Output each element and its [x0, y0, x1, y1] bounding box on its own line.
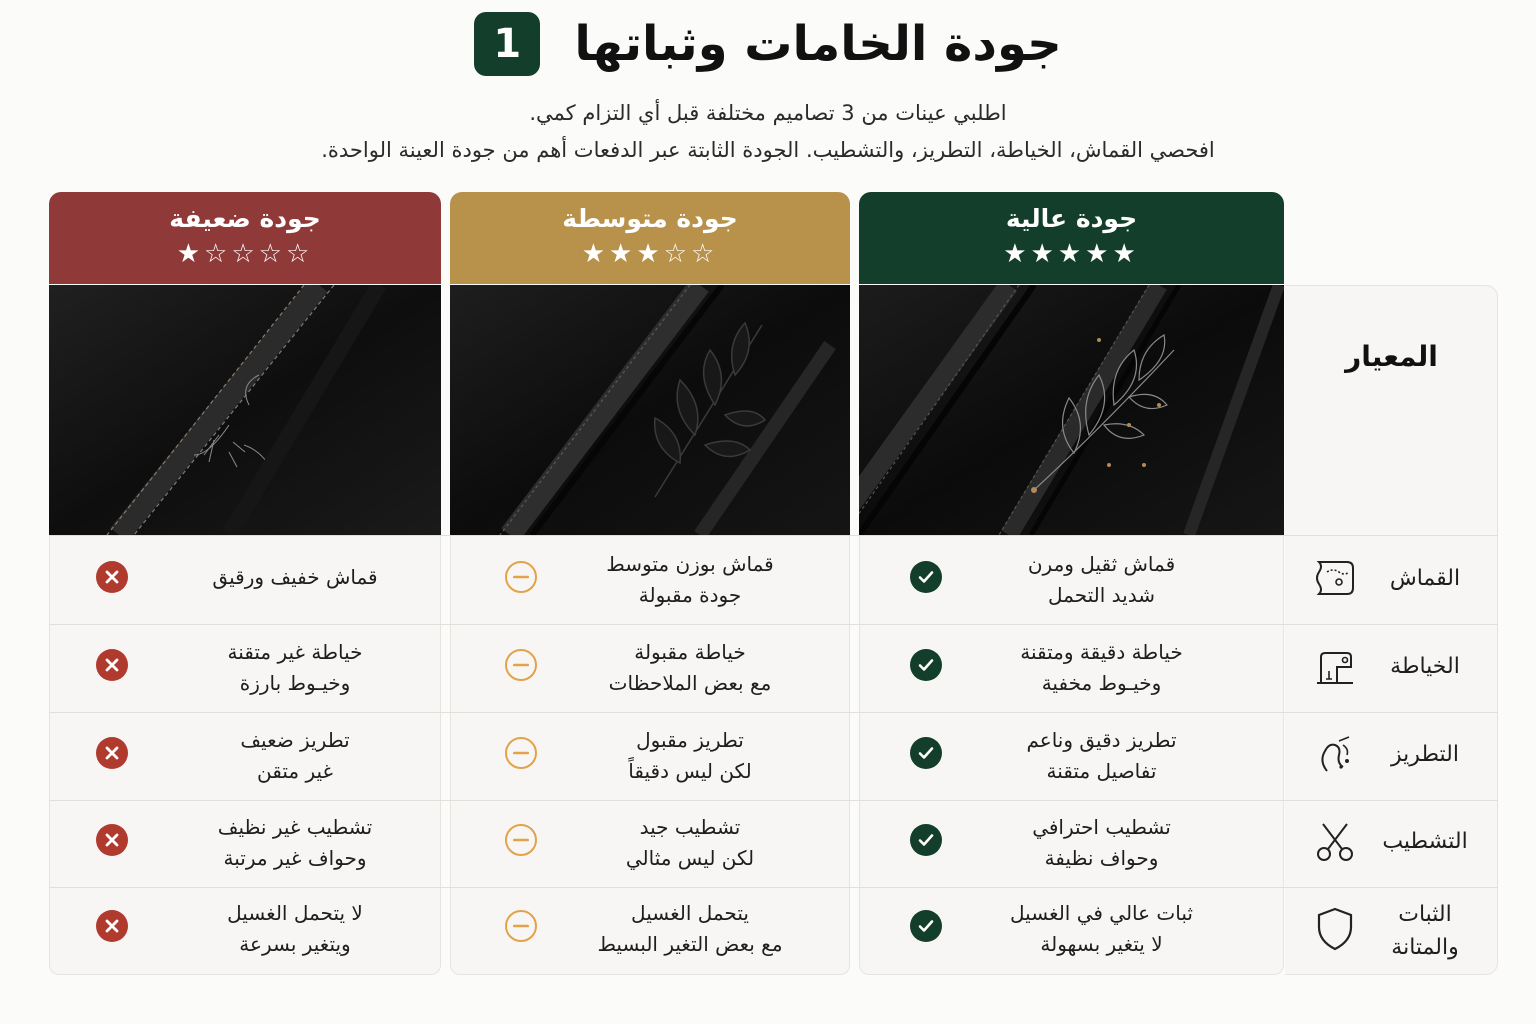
column-label-high: جودة عالية — [1005, 204, 1138, 233]
cell-line: تفاصيل متقنة — [1046, 759, 1157, 783]
cell-line: لكن ليس مثالي — [625, 846, 755, 870]
column-label-low: جودة ضعيفة — [169, 204, 321, 233]
cell-line: جودة مقبولة — [638, 583, 742, 607]
criterion-durability — [1370, 898, 1480, 964]
cell-line: خياطة دقيقة ومتقنة — [1020, 640, 1183, 664]
column-label-medium: جودة متوسطة — [562, 204, 738, 233]
cell-line: قماش ثقيل ومرن — [1027, 552, 1176, 576]
row-separator — [49, 887, 1498, 888]
cell-line: وحواف نظيفة — [1044, 846, 1159, 870]
column-header-medium — [450, 192, 850, 284]
neutral-icon — [505, 737, 537, 769]
section-number-badge: 1 — [474, 12, 540, 76]
cell-line: قماش خفيف ورقيق — [212, 565, 378, 589]
rating-stars-high: ★★★★★ — [1003, 239, 1140, 269]
check-icon — [910, 561, 942, 593]
row-separator — [49, 535, 1498, 536]
neutral-icon — [505, 910, 537, 942]
cell-line: خياطة غير متقنة — [227, 640, 363, 664]
cross-icon — [96, 910, 128, 942]
fabric-photo-high — [859, 285, 1284, 535]
criterion-line: الثبات — [1398, 902, 1452, 927]
cell-line: قماش بوزن متوسط — [606, 552, 774, 576]
neutral-icon — [505, 561, 537, 593]
cross-icon — [96, 824, 128, 856]
cell-low-row-1 — [140, 562, 450, 593]
title-row — [0, 12, 1536, 76]
column-header-high — [859, 192, 1284, 284]
rating-stars-low: ★☆☆☆☆ — [176, 239, 314, 269]
cell-line: لا يتغير بسهولة — [1040, 932, 1163, 956]
cell-line: تطريز ضعيف — [240, 728, 350, 752]
cell-medium-row-4 — [500, 812, 880, 874]
page-title: جودة الخامات وثباتها — [574, 16, 1062, 72]
cell-low-row-4 — [140, 812, 450, 874]
check-icon — [910, 649, 942, 681]
cell-line: ويتغير بسرعة — [239, 932, 351, 956]
cell-line: لا يتحمل الغسيل — [227, 901, 363, 925]
cross-icon — [96, 737, 128, 769]
cell-line: تطريز مقبول — [636, 728, 744, 752]
cell-line: خياطة مقبولة — [634, 640, 746, 664]
cell-low-row-2 — [140, 637, 450, 699]
row-separator — [49, 712, 1498, 713]
cell-medium-row-1 — [500, 549, 880, 611]
cell-medium-row-3 — [500, 725, 880, 787]
cell-line: مع بعض التغير البسيط — [597, 932, 783, 956]
cell-line: تشطيب غير نظيف — [217, 815, 373, 839]
fabric-photo-medium — [450, 285, 850, 535]
row-separator — [49, 624, 1498, 625]
cell-line: تطريز دقيق وناعم — [1026, 728, 1177, 752]
fabric-photo-low — [49, 285, 441, 535]
criterion-fabric: القماش — [1389, 566, 1461, 591]
row-separator — [49, 800, 1498, 801]
cross-icon — [96, 561, 128, 593]
cell-line: شديد التحمل — [1048, 583, 1155, 607]
cell-line: تشطيب احترافي — [1032, 815, 1171, 839]
criteria-header: المعيار — [1345, 340, 1438, 373]
cell-line: يتحمل الغسيل — [631, 901, 749, 925]
criterion-embroidery: التطريز — [1391, 742, 1459, 767]
neutral-icon — [505, 649, 537, 681]
cell-line: لكن ليس دقيقاً — [628, 759, 752, 783]
cell-line: وحواف غير مرتبة — [223, 846, 367, 870]
check-icon — [910, 737, 942, 769]
check-icon — [910, 824, 942, 856]
criterion-finishing: التشطيب — [1382, 829, 1468, 854]
criterion-line: والمتانة — [1391, 935, 1459, 960]
rating-stars-medium: ★★★☆☆ — [581, 239, 719, 269]
neutral-icon — [505, 824, 537, 856]
subtitle-line-1: اطلبي عينات من 3 تصاميم مختلفة قبل أي التزام كمي. — [529, 101, 1007, 125]
cell-line: وخيـوط بارزة — [239, 671, 351, 695]
check-icon — [910, 910, 942, 942]
cell-medium-row-2 — [500, 637, 880, 699]
cell-line: مع بعض الملاحظات — [608, 671, 772, 695]
cell-line: وخيـوط مخفية — [1041, 671, 1162, 695]
cell-low-row-3 — [140, 725, 450, 787]
subtitle-line-2: افحصي القماش، الخياطة، التطريز، والتشطيب. الجودة الثابتة عبر الدفعات أهم من جودة العينة الواحدة. — [321, 138, 1215, 162]
cross-icon — [96, 649, 128, 681]
cell-medium-row-5 — [500, 898, 880, 960]
cell-line: تشطيب جيد — [639, 815, 741, 839]
cell-line: ثبات عالي في الغسيل — [1010, 901, 1193, 925]
cell-line: غير متقن — [257, 759, 333, 783]
criterion-sewing: الخياطة — [1390, 654, 1460, 679]
column-header-low — [49, 192, 441, 284]
cell-low-row-5 — [140, 898, 450, 960]
